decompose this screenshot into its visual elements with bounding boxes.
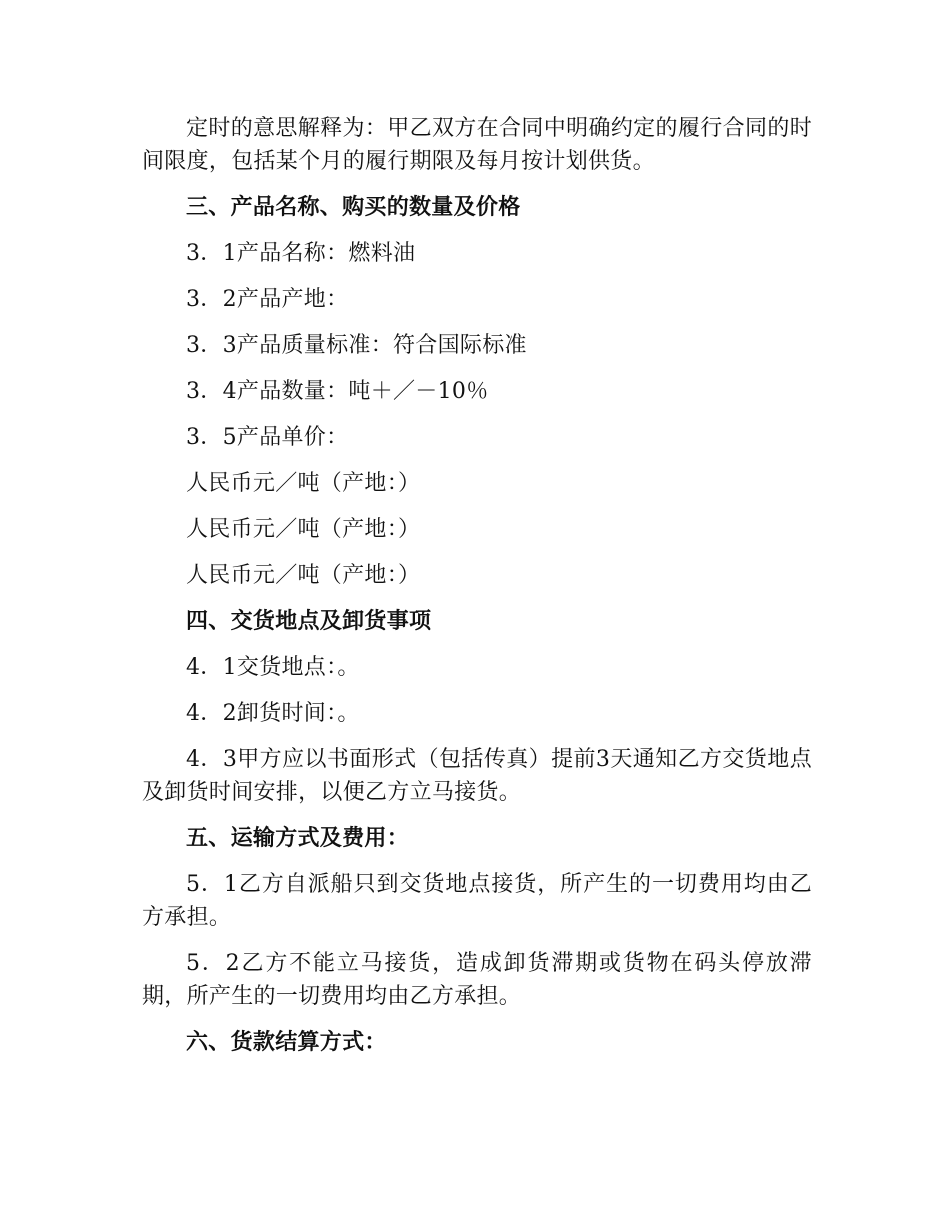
clause-3-2: 3．2产品产地： xyxy=(186,287,349,312)
section-heading-4: 四、交货地点及卸货事项 xyxy=(186,608,432,634)
clause-4-1: 4．1交货地点：。 xyxy=(186,655,360,680)
clause-3-5: 3．5产品单价： xyxy=(186,425,349,450)
price-line: 人民币元／吨（产地：） xyxy=(186,517,421,542)
clause-3-3: 3．3产品质量标准：符合国际标准 xyxy=(186,333,527,358)
clause-3-1: 3．1产品名称：燃料油 xyxy=(186,241,416,266)
section-heading-6: 六、货款结算方式： xyxy=(186,1029,387,1055)
document-page xyxy=(142,112,812,1072)
paragraph-definition: 定时的意思解释为：甲乙双方在合同中明确约定的履行合同的时间限度，包括某个月的履行期限及每月按计划供货。 xyxy=(142,116,812,174)
price-line: 人民币元／吨（产地：） xyxy=(186,471,421,496)
clause-5-1: 5．1乙方自派船只到交货地点接货，所产生的一切费用均由乙方承担。 xyxy=(142,872,812,930)
price-line: 人民币元／吨（产地：） xyxy=(186,563,421,588)
section-heading-5: 五、运输方式及费用： xyxy=(186,825,410,851)
section-heading-3: 三、产品名称、购买的数量及价格 xyxy=(186,194,521,220)
clause-3-4: 3．4产品数量：吨＋／－10％ xyxy=(186,379,489,404)
clause-4-3: 4．3甲方应以书面形式（包括传真）提前3天通知乙方交货地点及卸货时间安排，以便乙方立马接货。 xyxy=(142,747,812,805)
clause-5-2: 5．2乙方不能立马接货，造成卸货滞期或货物在码头停放滞期，所产生的一切费用均由乙方承担。 xyxy=(142,951,812,1009)
clause-4-2: 4．2卸货时间：。 xyxy=(186,701,360,726)
